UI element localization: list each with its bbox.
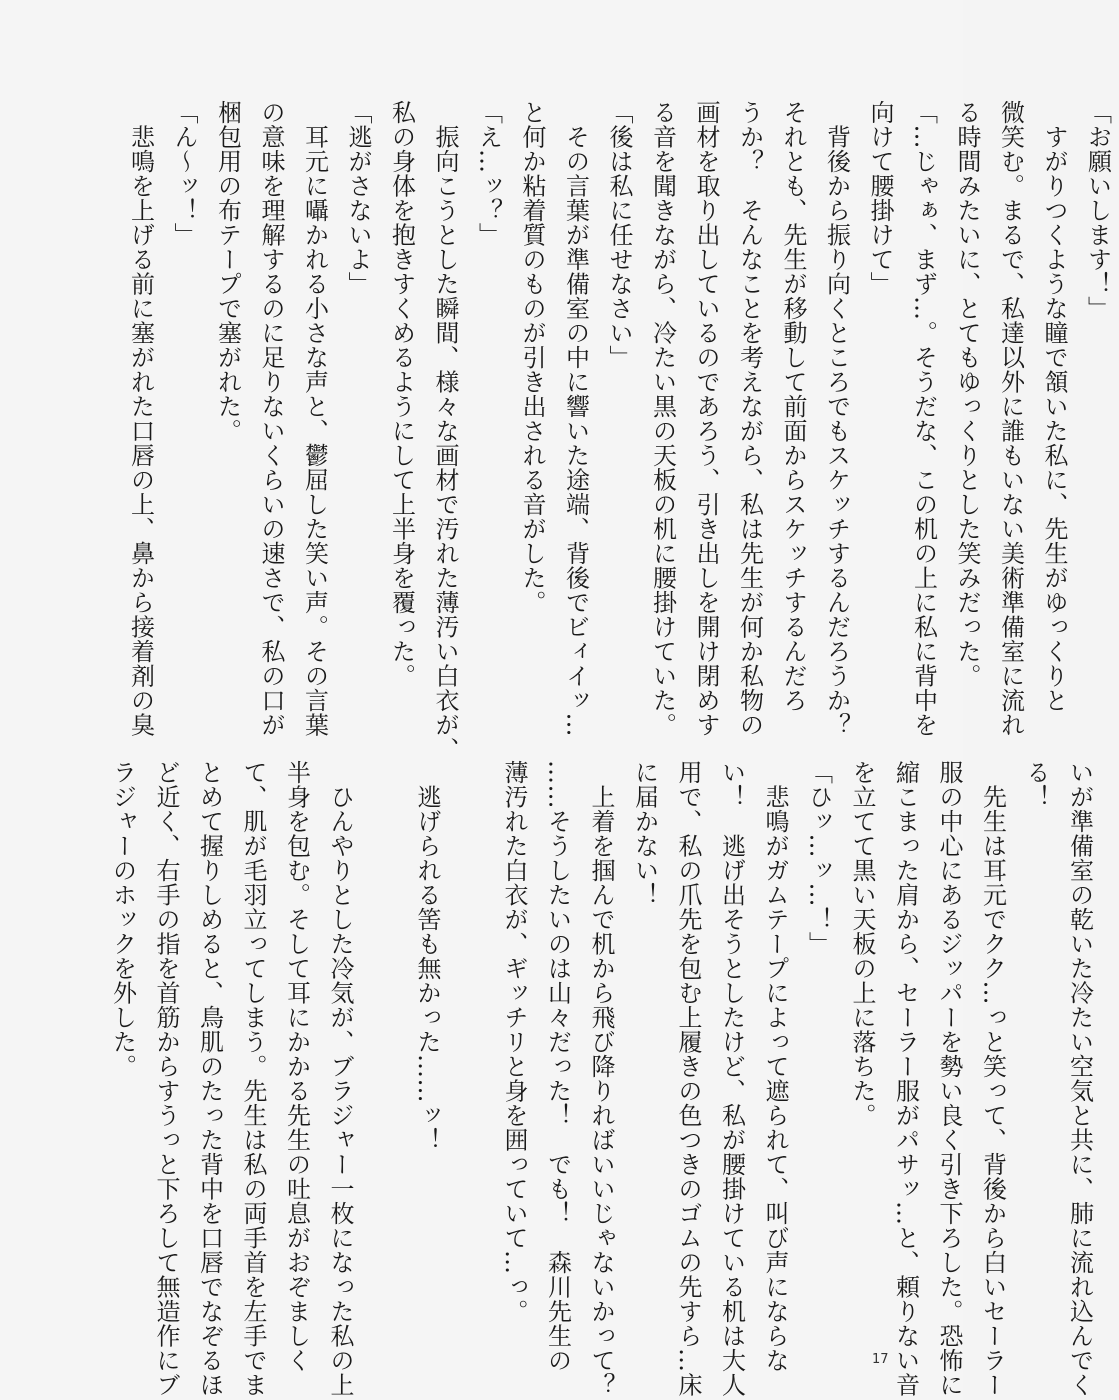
text-column: 「逃がさないよ」 [344,100,372,296]
text-column: ど近く、右手の指を首筋からすうっと下ろして無造作にブ [152,760,180,1397]
text-column: 「後は私に任せなさい」 [605,100,633,370]
page-number: 17 [872,1352,889,1367]
text-block-bottom [100,760,1101,1397]
text-column: ……そうしたいのは山々だった！ でも！ 森川先生の [543,760,572,1373]
text-column: 梱包用の布テープで塞がれた。 [213,100,242,443]
text-column: 先生は耳元でクク…っと笑って、背後から白いセーラー [978,760,1007,1397]
text-column: に届かない！ [630,760,659,907]
text-column: 用で、私の爪先を包む上履きの色つきのゴムの先すら…床 [674,760,702,1397]
text-column: 「え…ッ？」 [474,100,503,247]
text-column: 画材を取り出しているのであろう、引き出しを開け閉めす [692,100,720,737]
text-column: い！ 逃げ出そうとしたけど、私が腰掛けている机は大人 [717,760,746,1397]
text-column: 縮こまった肩から、セーラー服がパサッ…と、頼りない音 [891,760,920,1397]
text-column: 逃げられる筈も無かった……ッ！ [413,760,441,1152]
text-column: とめて握りしめると、鳥肌のたった背中を口唇でなぞるほ [195,760,224,1397]
text-column: 服の中心にあるジッパーを勢い良く引き下ろした。恐怖に [935,760,963,1397]
text-column: 半身を包む。そして耳にかかる先生の吐息がおぞましく [282,760,311,1373]
text-column: 振向こうとした瞬間、様々な画材で汚れた薄汚い白衣が、 [431,100,459,762]
text-column: 背後から振り向くところでもスケッチするんだろうか？ [822,100,851,737]
text-column: 耳元に囁かれる小さな声と、鬱屈した笑い声。その言葉 [300,100,329,737]
text-column: 薄汚れた白衣が、ギッチリと身を囲っていて…っ。 [500,760,528,1324]
text-column: 「ひッ…ッ…！」 [804,760,833,956]
text-column: 悲鳴を上げる前に塞がれた口唇の上、鼻から接着剤の臭 [126,100,155,737]
text-column: を立てて黒い天板の上に落ちた。 [848,760,876,1128]
text-column [361,760,405,1370]
text-column: 向けて腰掛けて」 [866,100,894,296]
text-column: 悲鳴がガムテープによって遮られて、叫び声にならな [761,760,789,1373]
text-column: いが準備室の乾いた冷たい空気と共に、肺に流れ込んでく [1065,760,1094,1397]
text-column: る！ [1022,760,1050,809]
text-column: 「お願いします！」 [1083,100,1112,321]
text-column [448,760,492,1370]
text-column: それとも、先生が移動して前面からスケッチするんだろ [779,100,807,713]
text-column: 「…じゃぁ、まず…。そうだな、この机の上に私に背中を [909,100,938,737]
text-column: 微笑む。まるで、私達以外に誰もいない美術準備室に流れ [996,100,1025,737]
text-column: うか？ そんなことを考えながら、私は先生が何か私物の [735,100,764,737]
text-column: 上着を掴んで机から飛び降りればいいじゃないかって？ [587,760,615,1397]
text-column: 「ん～ッ！」 [170,100,198,247]
text-column: すがりつくような瞳で頷いた私に、先生がゆっくりと [1040,100,1068,713]
text-column: 私の身体を抱きすくめるようにして上半身を覆った。 [387,100,416,688]
text-column: と何か粘着質のものが引き出される音がした。 [518,100,546,615]
text-column: て、肌が毛羽立ってしまう。先生は私の両手首を左手でま [239,760,267,1397]
text-column: ひんやりとした冷気が、ブラジャー一枚になった私の上 [326,760,354,1397]
text-block-top [118,100,1119,762]
text-column: る時間みたいに、とてもゆっくりとした笑みだった。 [953,100,981,688]
text-column: る音を聞きながら、冷たい黒の天板の机に腰掛けていた。 [648,100,677,737]
text-column: その言葉が準備室の中に響いた途端、背後でビィイッ… [561,100,590,737]
text-column: の意味を理解するのに足りないくらいの速さで、私の口が [257,100,285,737]
text-column: ラジャーのホックを外した。 [108,760,137,1079]
